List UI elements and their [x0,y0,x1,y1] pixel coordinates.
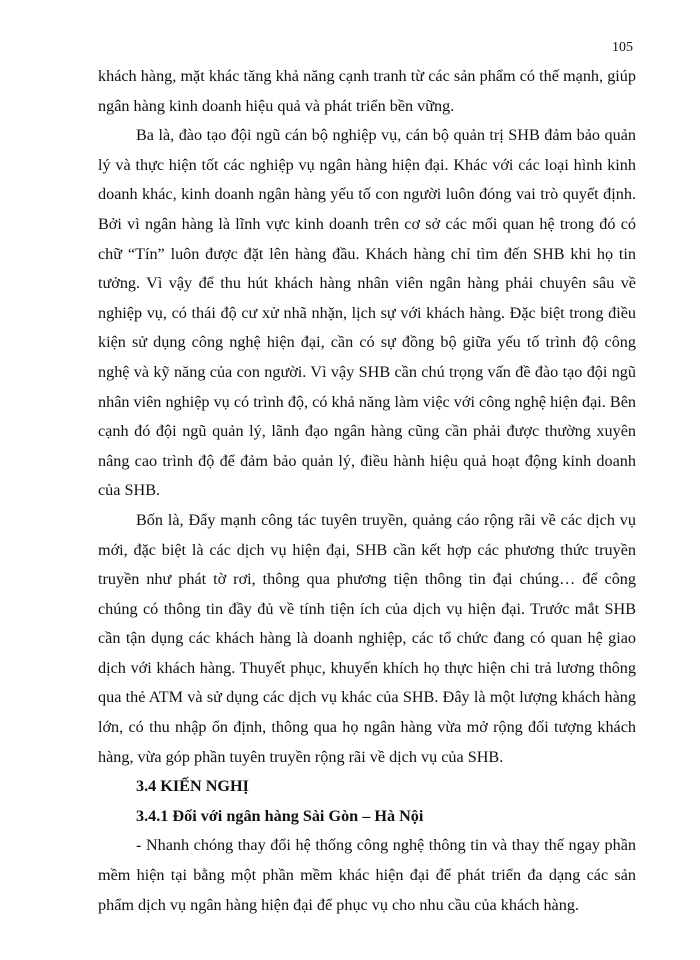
paragraph-bon-la: Bốn là, Đẩy mạnh công tác tuyên truyền, quảng cáo rộng rãi về các dịch vụ mới, đặc biệt là các dịch vụ hiện đại, SHB cần kết hợp các phương thức truyền truyền như phát tờ rơi, thông qua phương tiện thông tin đại chúng… để công chúng có thông tin đầy đủ về tính tiện ích của dịch vụ hiện đại. Trước mắt SHB cần tận dụng các khách hàng là doanh nghiệp, các tổ chức đang có quan hệ giao dịch với khách hàng. Thuyết phục, khuyến khích họ thực hiện chi trả lương thông qua thẻ ATM và sử dụng các dịch vụ khác của SHB. Đây là một lượng khách hàng lớn, có thu nhập ổn định, thông qua họ ngân hàng vừa mở rộng đối tượng khách hàng, vừa góp phần tuyên truyền rộng rãi về dịch vụ của SHB. [98,510,636,766]
page-body [98,62,636,920]
paragraph-recommendation: - Nhanh chóng thay đổi hệ thống công nghệ thông tin và thay thế ngay phần mềm hiện tại bằng một phần mềm khác hiện đại để phát triển đa dạng các sản phẩm dịch vụ ngân hàng hiện đại để phục vụ cho nhu cầu của khách hàng. [98,836,636,914]
section-heading-3-4: 3.4 KIẾN NGHỊ [136,777,249,796]
subsection-heading-3-4-1: 3.4.1 Đối với ngân hàng Sài Gòn – Hà Nội [136,806,424,825]
paragraph-continuation: khách hàng, mặt khác tăng khả năng cạnh tranh từ các sản phẩm có thế mạnh, giúp ngân hàng kinh doanh hiệu quả và phát triển bền vững. [98,67,636,115]
page-number: 105 [612,40,633,55]
paragraph-ba-la: Ba là, đào tạo đội ngũ cán bộ nghiệp vụ, cán bộ quản trị SHB đảm bảo quản lý và thực hiện tốt các nghiệp vụ ngân hàng hiện đại. Khác với các loại hình kinh doanh khác, kinh doanh ngân hàng yếu tố con người luôn đóng vai trò quyết định. Bởi vì ngân hàng là lĩnh vực kinh doanh trên cơ sở các mối quan hệ trong đó có chữ “Tín” luôn được đặt lên hàng đầu. Khách hàng chỉ tìm đến SHB khi họ tin tưởng. Vì vậy để thu hút khách hàng nhân viên ngân hàng phải chuyên sâu về nghiệp vụ, có thái độ cư xử nhã nhặn, lịch sự với khách hàng. Đặc biệt trong điều kiện sử dụng công nghệ hiện đại, cần có sự đồng bộ giữa yếu tố trình độ công nghệ và kỹ năng của con người. Vì vậy SHB cần chú trọng vấn đề đào tạo đội ngũ nhân viên nghiệp vụ có trình độ, có khả năng làm việc với công nghệ hiện đại. Bên cạnh đó đội ngũ quản lý, lãnh đạo ngân hàng cũng cần phải được thường xuyên nâng cao trình độ để đảm bảo quản lý, điều hành hiệu quả hoạt động kinh doanh của SHB. [98,126,636,500]
